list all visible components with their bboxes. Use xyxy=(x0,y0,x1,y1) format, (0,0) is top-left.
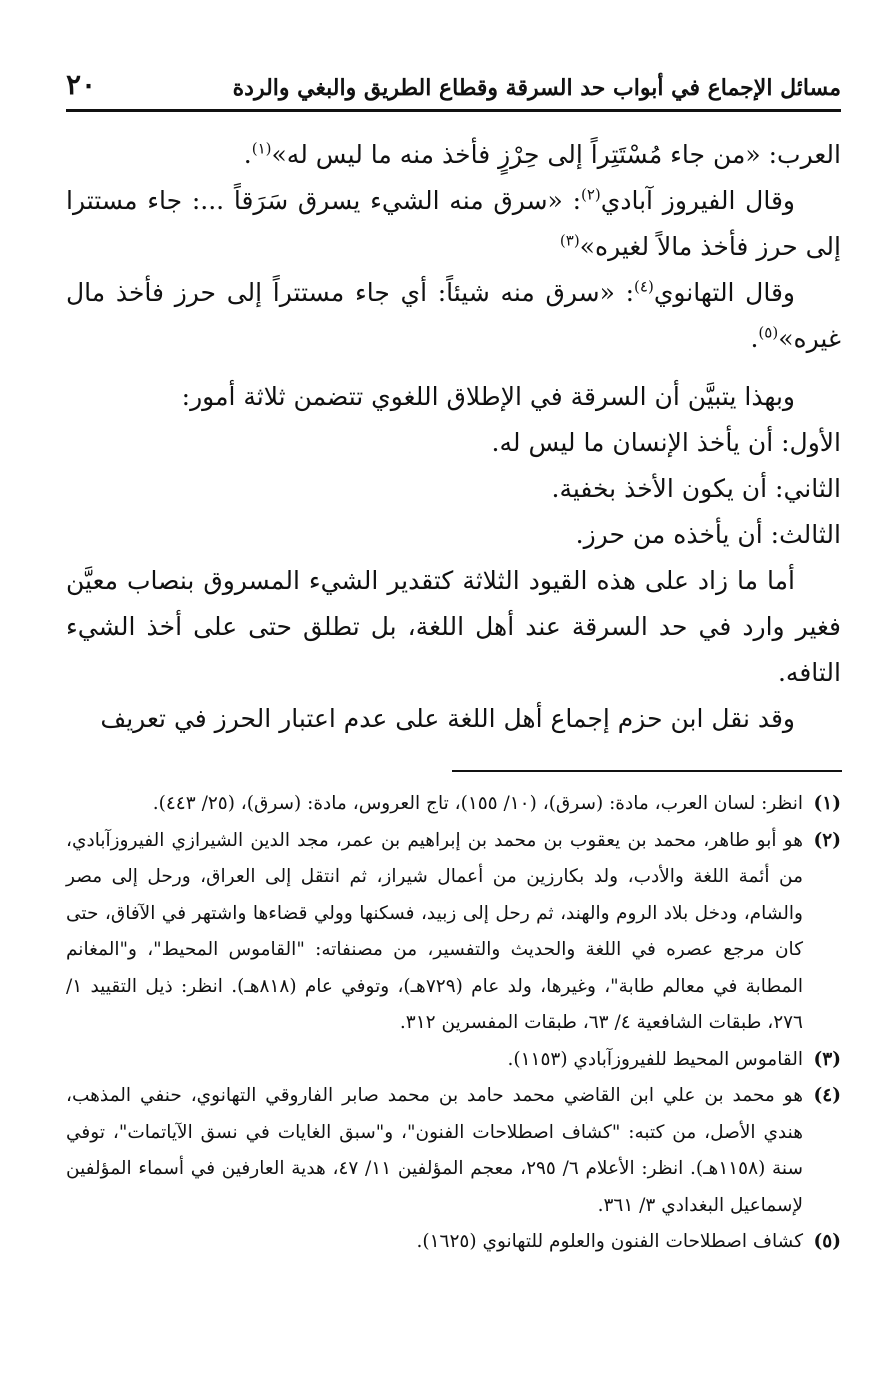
footnote-number: (٣) xyxy=(813,1048,841,1070)
footnote-number: (٢) xyxy=(813,829,841,851)
footnote-ref[interactable]: (٤) xyxy=(634,277,654,296)
footnote-number: (٤) xyxy=(813,1085,841,1106)
running-title: مسائل الإجماع في أبواب حد السرقة وقطاع الطريق والبغي والردة xyxy=(232,75,841,101)
paragraph: وقد نقل ابن حزم إجماع أهل اللغة على عدم اعتبار الحرز في تعريف xyxy=(100,704,795,733)
paragraph: وقال التهانوي$^{(٤)}$: «سرق منه شيئاً: أي جاء مستتراً إلى حرز فأخذ مال غيره»$^{(٥)}$. xyxy=(66,277,841,353)
paragraph: وبهذا يتبيَّن أن السرقة في الإطلاق اللغوي تتضمن ثلاثة أمور: xyxy=(181,382,795,411)
footnote xyxy=(66,1078,841,1224)
list-item: الثالث: أن يأخذه من حرز. xyxy=(575,520,841,549)
footnote xyxy=(66,1224,841,1261)
paragraph: أما ما زاد على هذه القيود الثلاثة كتقدير الشيء المسروق بنصاب معيَّن فغير وارد في حد السرقة عند أهل اللغة، بل تطلق حتى على أخذ الشيء التافه. xyxy=(66,566,841,687)
footnote-text: كشاف اصطلاحات الفنون والعلوم للتهانوي (١٦٢٥). xyxy=(416,1231,803,1252)
footnote-text: انظر: لسان العرب، مادة: (سرق)، (١٠/ ١٥٥)، تاج العروس، مادة: (سرق)، (٢٥/ ٤٤٣). xyxy=(152,793,803,814)
footnote-text: القاموس المحيط للفيروزآبادي (١١٥٣). xyxy=(507,1048,803,1070)
page-number: ٢٠ xyxy=(66,68,97,101)
footnote-number: (٥) xyxy=(813,1231,841,1252)
paragraph: وقال الفيروز آبادي$^{(٢)}$: «سرق منه الشيء يسرق سَرَقاً ...: جاء مستترا إلى حرز فأخذ مالاً لغيره»$^{(٣)}$ xyxy=(66,185,841,261)
list-item: الأول: أن يأخذ الإنسان ما ليس له. xyxy=(491,428,841,457)
footnote-divider xyxy=(452,770,842,772)
footnote-text: هو محمد بن علي ابن القاضي محمد حامد بن محمد صابر الفاروقي التهانوي، حنفي المذهب، هندي الأصل، من كتبه: "كشاف اصطلاحات الفنون"، و"سبق الغايات في نسق الآياتمات"، توفي سنة (١١٥٨هـ). انظر: الأعلام ٦/ ٢٩٥، معجم المؤلفين ١١/ ٤٧، هدية العارفين في أسماء المؤلفين لإسماعيل البغدادي ٣/ ٣٦١. xyxy=(66,1085,803,1216)
footnote xyxy=(66,786,841,823)
footnote-text: هو أبو طاهر، محمد بن يعقوب بن محمد بن إبراهيم بن عمر، مجد الدين الشيرازي الفيروزآبادي، من أئمة اللغة والأدب، ولد بكارزين من أعمال شيراز، ثم انتقل إلى العراق، ورحل إلى مصر والشام، ودخل بلاد الروم والهند، ثم رحل إلى زبيد، فسكنها وولي قضاءها واشتهر في الآفاق، حتى كان مرجع عصره في اللغة والحديث والتفسير، من مصنفاته: "القاموس المحيط"، و"المغانم المطابة في معالم طابة"، وغيرها، ولد عام (٧٢٩هـ)، وتوفي عام (٨١٨هـ). انظر: ذيل التقييد ١/ ٢٧٦، طبقات الشافعية ٤/ ٦٣، طبقات المفسرين ٣١٢. xyxy=(66,829,804,1033)
footnote-ref[interactable]: (٥) xyxy=(758,323,779,342)
paragraph: العرب: «من جاء مُسْتَتِراً إلى حِرْزٍ فأخذ منه ما ليس له»$^{(١)}$. xyxy=(243,139,841,169)
footnote-ref[interactable]: (٢) xyxy=(581,185,601,204)
list-item: الثاني: أن يكون الأخذ بخفية. xyxy=(551,474,841,503)
page-header xyxy=(66,62,841,112)
footnote xyxy=(66,823,841,1042)
footnote-number: (١) xyxy=(813,793,841,814)
footnote-ref[interactable]: (٣) xyxy=(559,231,580,250)
main-text xyxy=(66,132,841,742)
footnotes xyxy=(66,786,841,1261)
footnote-ref[interactable]: (١) xyxy=(251,139,272,158)
footnote xyxy=(66,1042,841,1079)
